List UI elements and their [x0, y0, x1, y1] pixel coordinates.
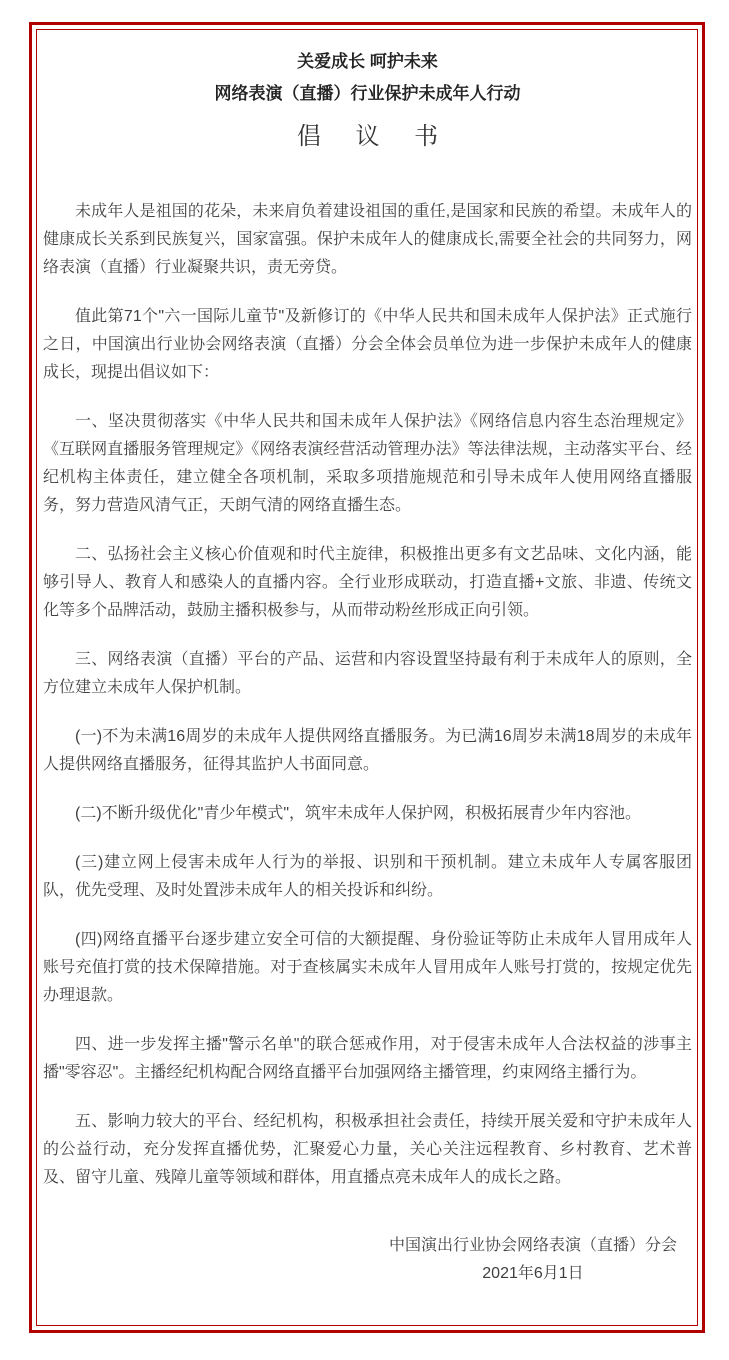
paragraph-intro: 未成年人是祖国的花朵，未来肩负着建设祖国的重任,是国家和民族的希望。未成年人的健康成长关系到民族复兴，国家富强。保护未成年人的健康成长,需要全社会的共同努力，网络表演（直播）行业凝聚共识，责无旁贷。	[43, 203, 692, 276]
header-slogan: 关爱成长 呵护未来	[297, 52, 438, 71]
paragraph-occasion: 值此第71个"六一国际儿童节"及新修订的《中华人民共和国未成年人保护法》正式施行之日，中国演出行业协会网络表演（直播）分会全体会员单位为进一步保护未成年人的健康成长，现提出倡议如下：	[43, 308, 692, 381]
paragraph-item-3-sub-4: (四)网络直播平台逐步建立安全可信的大额提醒、身份验证等防止未成年人冒用成年人账号充值打赏的技术保障措施。对于查核属实未成年人冒用成年人账号打赏的，按规定优先办理退款。	[43, 931, 692, 1004]
header-subtitle: 网络表演（直播）行业保护未成年人行动	[214, 84, 521, 103]
signature-organization: 中国演出行业协会网络表演（直播）分会	[388, 1237, 677, 1254]
paragraph-item-3-sub-2: (二)不断升级优化"青少年模式"，筑牢未成年人保护网，积极拓展青少年内容池。	[75, 805, 642, 822]
signature-block	[389, 1232, 677, 1288]
red-double-border-frame	[29, 22, 705, 1333]
paragraph-item-3-sub-3: (三)建立网上侵害未成年人行为的举报、识别和干预机制。建立未成年人专属客服团队，优先受理、及时处置涉未成年人的相关投诉和纠纷。	[43, 854, 692, 899]
paragraph-item-5: 五、影响力较大的平台、经纪机构，积极承担社会责任，持续开展关爱和守护未成年人的公益行动，充分发挥直播优势，汇聚爱心力量，关心关注远程教育、乡村教育、艺术普及、留守儿童、残障儿童等领域和群体，用直播点亮未成年人的成长之路。	[43, 1113, 692, 1186]
paragraph-item-3: 三、网络表演（直播）平台的产品、运营和内容设置坚持最有利于未成年人的原则，全方位建立未成年人保护机制。	[43, 651, 692, 696]
paragraph-item-3-sub-1: (一)不为未满16周岁的未成年人提供网络直播服务。为已满16周岁未满18周岁的未成年人提供网络直播服务，征得其监护人书面同意。	[43, 728, 692, 773]
signature-date: 2021年6月1日	[482, 1265, 584, 1282]
paragraph-item-4: 四、进一步发挥主播"警示名单"的联合惩戒作用，对于侵害未成年人合法权益的涉事主播"零容忍"。主播经纪机构配合网络直播平台加强网络主播管理，约束网络主播行为。	[43, 1036, 692, 1081]
document-content-area	[36, 29, 698, 1326]
document-body	[43, 198, 692, 1192]
paragraph-item-2: 二、弘扬社会主义核心价值观和时代主旋律，积极推出更多有文艺品味、文化内涵，能够引导人、教育人和感染人的直播内容。全行业形成联动，打造直播+文旅、非遗、传统文化等多个品牌活动，鼓励主播积极参与，从而带动粉丝形成正向引领。	[43, 546, 692, 619]
paragraph-item-1: 一、坚决贯彻落实《中华人民共和国未成年人保护法》《网络信息内容生态治理规定》《互联网直播服务管理规定》《网络表演经营活动管理办法》等法律法规，主动落实平台、经纪机构主体责任，建立健全各项机制，采取多项措施规范和引导未成年人使用网络直播服务，努力营造风清气正，天朗气清的网络直播生态。	[43, 413, 692, 514]
document-header	[43, 50, 692, 154]
document-title: 倡 议 书	[296, 123, 453, 150]
